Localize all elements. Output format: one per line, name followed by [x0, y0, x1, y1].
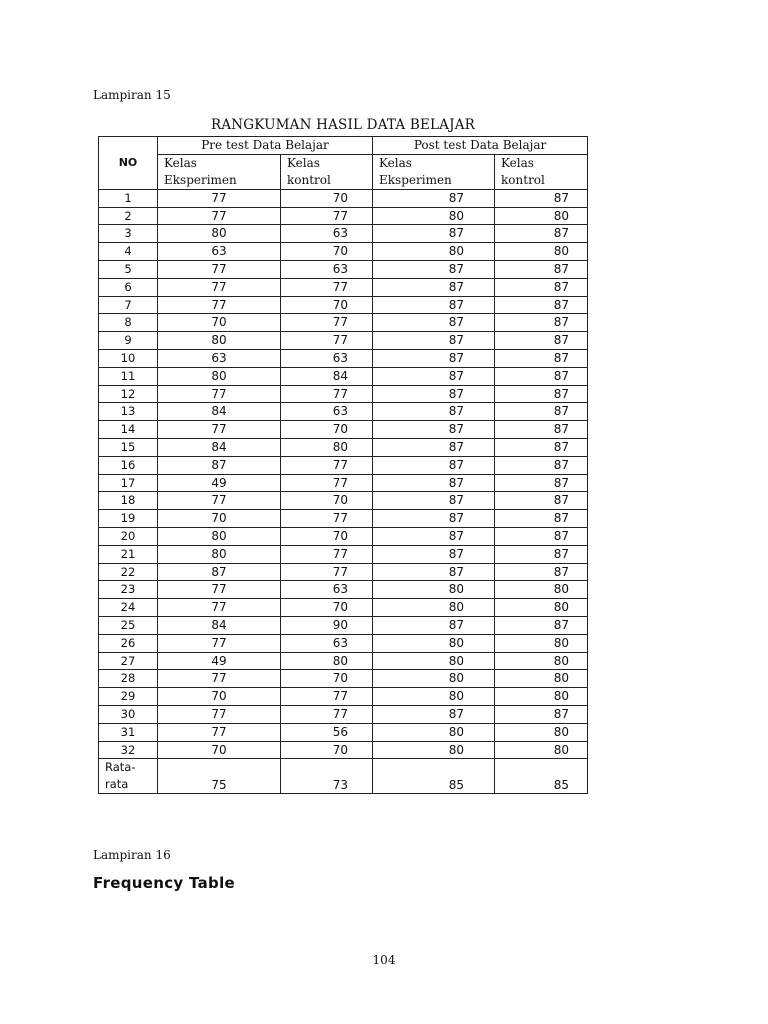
- pre-kontrol-cell: 70: [281, 243, 373, 261]
- column-header-no: NO: [99, 137, 158, 190]
- pre-eksperimen-cell: 77: [158, 260, 281, 278]
- row-number: 21: [99, 545, 158, 563]
- pre-kontrol-cell: 77: [281, 456, 373, 474]
- table-row: [99, 527, 588, 545]
- pre-eksperimen-cell: 77: [158, 385, 281, 403]
- pre-eksperimen-cell: 87: [158, 563, 281, 581]
- post-eksperimen-cell: 87: [373, 492, 495, 510]
- post-kontrol-cell: 80: [495, 634, 588, 652]
- row-number: 3: [99, 225, 158, 243]
- row-number: 30: [99, 705, 158, 723]
- table-row: [99, 278, 588, 296]
- pre-eksperimen-cell: 77: [158, 421, 281, 439]
- pre-eksperimen-cell: 70: [158, 314, 281, 332]
- pre-eksperimen-cell: 77: [158, 207, 281, 225]
- average-pre-kontrol: 73: [281, 759, 373, 794]
- post-eksperimen-cell: 87: [373, 474, 495, 492]
- pre-kontrol-cell: 80: [281, 438, 373, 456]
- post-kontrol-cell: 87: [495, 421, 588, 439]
- pre-kontrol-cell: 70: [281, 527, 373, 545]
- post-eksperimen-cell: 80: [373, 634, 495, 652]
- pre-kontrol-cell: 77: [281, 563, 373, 581]
- row-number: 5: [99, 260, 158, 278]
- average-label-line2: rata: [105, 777, 129, 792]
- post-eksperimen-cell: 80: [373, 652, 495, 670]
- row-number: 2: [99, 207, 158, 225]
- pre-kontrol-cell: 77: [281, 688, 373, 706]
- pre-eksperimen-cell: 63: [158, 349, 281, 367]
- average-pre-eksperimen: 75: [158, 759, 281, 794]
- post-kontrol-cell: 87: [495, 474, 588, 492]
- row-number: 8: [99, 314, 158, 332]
- pre-kontrol-cell: 63: [281, 225, 373, 243]
- header-kelas-text: Kelas: [164, 155, 197, 170]
- appendix-label-16: Lampiran 16: [93, 848, 171, 862]
- header-kontrol-text: kontrol: [287, 172, 331, 187]
- pre-eksperimen-cell: 49: [158, 474, 281, 492]
- post-kontrol-cell: 87: [495, 563, 588, 581]
- average-post-eksperimen: 85: [373, 759, 495, 794]
- row-number: 32: [99, 741, 158, 759]
- pre-eksperimen-cell: 77: [158, 705, 281, 723]
- pre-kontrol-cell: 56: [281, 723, 373, 741]
- pre-kontrol-cell: 90: [281, 616, 373, 634]
- pre-kontrol-cell: 70: [281, 492, 373, 510]
- row-number: 6: [99, 278, 158, 296]
- average-label-line1: Rata-: [105, 760, 136, 775]
- pre-eksperimen-cell: 80: [158, 367, 281, 385]
- column-header-pre-kontrol: [281, 154, 373, 189]
- pre-kontrol-cell: 63: [281, 634, 373, 652]
- appendix-label-15: Lampiran 15: [93, 88, 171, 102]
- row-number: 19: [99, 510, 158, 528]
- pre-kontrol-cell: 77: [281, 474, 373, 492]
- post-eksperimen-cell: 87: [373, 403, 495, 421]
- table-row: [99, 634, 588, 652]
- pre-kontrol-cell: 77: [281, 314, 373, 332]
- summary-table: [98, 136, 588, 794]
- table-row: [99, 474, 588, 492]
- table-row: [99, 510, 588, 528]
- pre-kontrol-cell: 63: [281, 349, 373, 367]
- frequency-table-heading: Frequency Table: [93, 874, 235, 892]
- table-title: RANGKUMAN HASIL DATA BELAJAR: [210, 117, 476, 133]
- pre-eksperimen-cell: 77: [158, 581, 281, 599]
- row-number: 10: [99, 349, 158, 367]
- post-eksperimen-cell: 87: [373, 189, 495, 207]
- pre-eksperimen-cell: 63: [158, 243, 281, 261]
- post-kontrol-cell: 80: [495, 581, 588, 599]
- table-row: [99, 688, 588, 706]
- row-number: 4: [99, 243, 158, 261]
- post-kontrol-cell: 87: [495, 367, 588, 385]
- pre-eksperimen-cell: 77: [158, 296, 281, 314]
- post-kontrol-cell: 87: [495, 332, 588, 350]
- post-eksperimen-cell: 87: [373, 456, 495, 474]
- row-number: 26: [99, 634, 158, 652]
- row-number: 16: [99, 456, 158, 474]
- pre-eksperimen-cell: 77: [158, 278, 281, 296]
- row-number: 27: [99, 652, 158, 670]
- row-number: 31: [99, 723, 158, 741]
- pre-kontrol-cell: 70: [281, 599, 373, 617]
- table-row: [99, 456, 588, 474]
- table-row: [99, 652, 588, 670]
- post-kontrol-cell: 80: [495, 688, 588, 706]
- header-row-classes: [99, 154, 588, 189]
- post-eksperimen-cell: 87: [373, 616, 495, 634]
- row-number: 25: [99, 616, 158, 634]
- table-row: [99, 403, 588, 421]
- post-kontrol-cell: 87: [495, 403, 588, 421]
- table-row: [99, 260, 588, 278]
- header-kontrol-text: kontrol: [501, 172, 545, 187]
- post-eksperimen-cell: 87: [373, 438, 495, 456]
- post-kontrol-cell: 80: [495, 670, 588, 688]
- page-number: 104: [372, 953, 396, 967]
- pre-eksperimen-cell: 77: [158, 634, 281, 652]
- post-eksperimen-cell: 80: [373, 243, 495, 261]
- post-kontrol-cell: 87: [495, 225, 588, 243]
- header-kelas-text: Kelas: [379, 155, 412, 170]
- post-kontrol-cell: 87: [495, 705, 588, 723]
- post-eksperimen-cell: 80: [373, 581, 495, 599]
- pre-eksperimen-cell: 80: [158, 332, 281, 350]
- post-kontrol-cell: 80: [495, 207, 588, 225]
- post-kontrol-cell: 87: [495, 314, 588, 332]
- row-number: 13: [99, 403, 158, 421]
- table-row: [99, 385, 588, 403]
- post-kontrol-cell: 87: [495, 189, 588, 207]
- row-number: 18: [99, 492, 158, 510]
- pre-eksperimen-cell: 84: [158, 616, 281, 634]
- pre-kontrol-cell: 70: [281, 421, 373, 439]
- header-kelas-text: Kelas: [501, 155, 534, 170]
- row-number: 14: [99, 421, 158, 439]
- table-row: [99, 670, 588, 688]
- row-number: 1: [99, 189, 158, 207]
- average-row: [99, 759, 588, 794]
- post-kontrol-cell: 80: [495, 723, 588, 741]
- pre-kontrol-cell: 63: [281, 403, 373, 421]
- table-row: [99, 367, 588, 385]
- post-eksperimen-cell: 87: [373, 296, 495, 314]
- post-kontrol-cell: 87: [495, 510, 588, 528]
- table-row: [99, 438, 588, 456]
- row-number: 15: [99, 438, 158, 456]
- table-row: [99, 421, 588, 439]
- post-eksperimen-cell: 87: [373, 545, 495, 563]
- table-row: [99, 225, 588, 243]
- post-eksperimen-cell: 87: [373, 510, 495, 528]
- row-number: 28: [99, 670, 158, 688]
- row-number: 24: [99, 599, 158, 617]
- post-kontrol-cell: 80: [495, 599, 588, 617]
- pre-kontrol-cell: 63: [281, 260, 373, 278]
- table-row: [99, 332, 588, 350]
- table-row: [99, 207, 588, 225]
- post-kontrol-cell: 80: [495, 243, 588, 261]
- header-eksperimen-text: Eksperimen: [164, 172, 237, 187]
- pre-kontrol-cell: 77: [281, 545, 373, 563]
- post-eksperimen-cell: 80: [373, 599, 495, 617]
- post-kontrol-cell: 87: [495, 527, 588, 545]
- table-row: [99, 349, 588, 367]
- header-row-groups: [99, 137, 588, 155]
- header-kelas-text: Kelas: [287, 155, 320, 170]
- post-kontrol-cell: 87: [495, 349, 588, 367]
- column-header-post-eksperimen: [373, 154, 495, 189]
- post-kontrol-cell: 87: [495, 278, 588, 296]
- table-row: [99, 705, 588, 723]
- post-kontrol-cell: 87: [495, 545, 588, 563]
- header-eksperimen-text: Eksperimen: [379, 172, 452, 187]
- post-kontrol-cell: 87: [495, 296, 588, 314]
- row-number: 22: [99, 563, 158, 581]
- pre-eksperimen-cell: 70: [158, 688, 281, 706]
- post-kontrol-cell: 87: [495, 438, 588, 456]
- table-body: [99, 189, 588, 759]
- pre-eksperimen-cell: 87: [158, 456, 281, 474]
- table-row: [99, 314, 588, 332]
- row-number: 17: [99, 474, 158, 492]
- pre-kontrol-cell: 84: [281, 367, 373, 385]
- post-eksperimen-cell: 87: [373, 563, 495, 581]
- pre-eksperimen-cell: 84: [158, 403, 281, 421]
- post-eksperimen-cell: 87: [373, 314, 495, 332]
- pre-eksperimen-cell: 80: [158, 545, 281, 563]
- pre-eksperimen-cell: 77: [158, 492, 281, 510]
- post-kontrol-cell: 87: [495, 492, 588, 510]
- row-number: 20: [99, 527, 158, 545]
- pre-eksperimen-cell: 77: [158, 723, 281, 741]
- row-number: 12: [99, 385, 158, 403]
- post-kontrol-cell: 80: [495, 741, 588, 759]
- pre-eksperimen-cell: 70: [158, 510, 281, 528]
- post-eksperimen-cell: 80: [373, 741, 495, 759]
- row-number: 29: [99, 688, 158, 706]
- post-kontrol-cell: 87: [495, 456, 588, 474]
- row-number: 9: [99, 332, 158, 350]
- table-row: [99, 189, 588, 207]
- column-group-pretest: Pre test Data Belajar: [158, 137, 373, 155]
- pre-eksperimen-cell: 49: [158, 652, 281, 670]
- pre-kontrol-cell: 77: [281, 510, 373, 528]
- post-kontrol-cell: 87: [495, 616, 588, 634]
- pre-kontrol-cell: 77: [281, 278, 373, 296]
- average-post-kontrol: 85: [495, 759, 588, 794]
- post-eksperimen-cell: 87: [373, 705, 495, 723]
- post-eksperimen-cell: 80: [373, 207, 495, 225]
- pre-eksperimen-cell: 84: [158, 438, 281, 456]
- table-row: [99, 599, 588, 617]
- table-row: [99, 296, 588, 314]
- row-number: 7: [99, 296, 158, 314]
- post-eksperimen-cell: 87: [373, 421, 495, 439]
- post-eksperimen-cell: 87: [373, 349, 495, 367]
- pre-eksperimen-cell: 77: [158, 670, 281, 688]
- post-eksperimen-cell: 87: [373, 260, 495, 278]
- pre-kontrol-cell: 77: [281, 207, 373, 225]
- post-kontrol-cell: 80: [495, 652, 588, 670]
- pre-kontrol-cell: 77: [281, 332, 373, 350]
- column-group-posttest: Post test Data Belajar: [373, 137, 588, 155]
- row-number: 11: [99, 367, 158, 385]
- pre-kontrol-cell: 70: [281, 670, 373, 688]
- pre-eksperimen-cell: 70: [158, 741, 281, 759]
- average-label: [99, 759, 158, 794]
- post-eksperimen-cell: 87: [373, 278, 495, 296]
- pre-kontrol-cell: 77: [281, 385, 373, 403]
- post-eksperimen-cell: 87: [373, 332, 495, 350]
- post-eksperimen-cell: 80: [373, 723, 495, 741]
- row-number: 23: [99, 581, 158, 599]
- pre-eksperimen-cell: 80: [158, 527, 281, 545]
- pre-kontrol-cell: 70: [281, 296, 373, 314]
- pre-eksperimen-cell: 77: [158, 189, 281, 207]
- pre-eksperimen-cell: 80: [158, 225, 281, 243]
- table-row: [99, 616, 588, 634]
- pre-kontrol-cell: 77: [281, 705, 373, 723]
- post-eksperimen-cell: 87: [373, 385, 495, 403]
- pre-kontrol-cell: 70: [281, 741, 373, 759]
- table-row: [99, 563, 588, 581]
- post-kontrol-cell: 87: [495, 385, 588, 403]
- pre-eksperimen-cell: 77: [158, 599, 281, 617]
- table-row: [99, 581, 588, 599]
- post-eksperimen-cell: 87: [373, 225, 495, 243]
- pre-kontrol-cell: 80: [281, 652, 373, 670]
- post-eksperimen-cell: 80: [373, 688, 495, 706]
- post-eksperimen-cell: 87: [373, 367, 495, 385]
- column-header-pre-eksperimen: [158, 154, 281, 189]
- table-row: [99, 723, 588, 741]
- table-row: [99, 741, 588, 759]
- table-row: [99, 243, 588, 261]
- column-header-post-kontrol: [495, 154, 588, 189]
- pre-kontrol-cell: 70: [281, 189, 373, 207]
- post-eksperimen-cell: 80: [373, 670, 495, 688]
- post-eksperimen-cell: 87: [373, 527, 495, 545]
- table-row: [99, 545, 588, 563]
- post-kontrol-cell: 87: [495, 260, 588, 278]
- pre-kontrol-cell: 63: [281, 581, 373, 599]
- table-row: [99, 492, 588, 510]
